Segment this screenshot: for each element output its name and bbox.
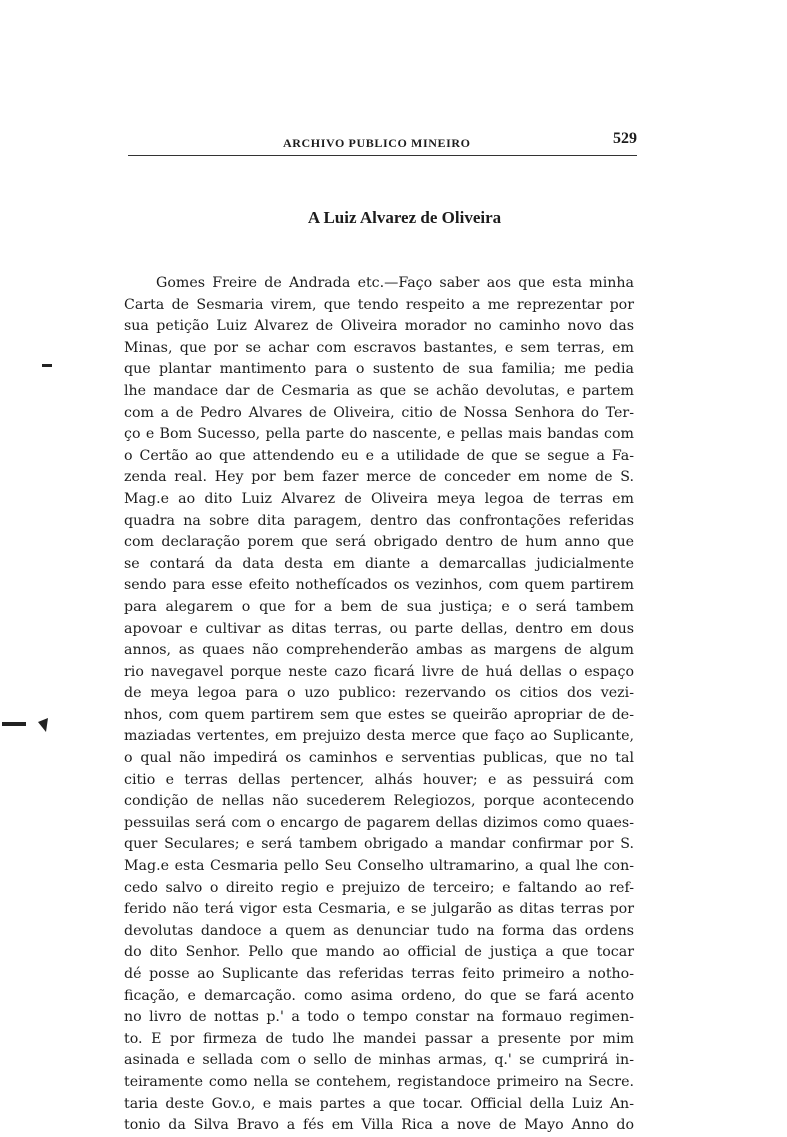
text-line: nhos, com quem partirem sem que estes se queirão apropriar de de- — [124, 706, 634, 723]
text-line: dé posse ao Suplicante das referidas terras feito primeiro a notho- — [124, 966, 634, 982]
text-line: de meya legoa para o uzo publico: rezervando os citios dos vezi- — [124, 685, 634, 702]
header-rule — [128, 155, 637, 156]
text-line: no livro de nottas p.' a todo o tempo constar na formauo regimen- — [124, 1009, 634, 1026]
text-line: maziadas vertentes, em prejuizo desta merce que faço ao Suplicante, — [124, 728, 634, 745]
text-line: devolutas dandoce a quem as denunciar tudo na forma das ordens — [124, 922, 634, 939]
text-line: to. E por firmeza de tudo lhe mandei passar a presente por mim — [124, 1030, 634, 1047]
text-line: lhe mandace dar de Cesmaria as que se achão devolutas, e partem — [124, 382, 634, 399]
text-line: cedo salvo o direito regio e prejuizo de terceiro; e faltando ao ref- — [124, 879, 634, 896]
margin-mark — [38, 718, 48, 732]
margin-mark — [42, 364, 52, 367]
margin-mark — [2, 722, 26, 726]
text-line: condição de nellas não sucederem Relegiozos, porque acontecendo — [124, 793, 634, 810]
text-line: com a de Pedro Alvares de Oliveira, citio de Nossa Senhora do Ter- — [124, 404, 634, 421]
text-line: ferido não terá vigor esta Cesmaria, e se julgarão as ditas terras por — [124, 901, 634, 918]
text-line: do dito Senhor. Pello que mando ao official de justiça a que tocar — [124, 944, 634, 961]
text-line: Gomes Freire de Andrada etc.—Faço saber aos que esta minha — [156, 275, 634, 291]
text-line: taria deste Gov.o, e mais partes a que tocar. Official della Luiz An- — [124, 1095, 634, 1112]
text-line: asinada e sellada com o sello de minhas armas, q.' se cumprirá in- — [124, 1052, 634, 1069]
section-title: A Luiz Alvarez de Oliveira — [307, 208, 502, 227]
text-line: pessuilas será com o encargo de pagarem dellas dizimos como quaes- — [124, 814, 634, 831]
text-line: Mag.e esta Cesmaria pello Seu Conselho ultramarino, a qual lhe con- — [124, 858, 634, 875]
text-line: para alegarem o que for a bem de sua justiça; e o será tambem — [124, 598, 634, 615]
running-title: ARCHIVO PUBLICO MINEIRO — [283, 136, 471, 150]
text-line: Mag.e ao dito Luiz Alvarez de Oliveira meya legoa de terras em — [124, 490, 634, 507]
text-line: quer Seculares; e será tambem obrigado a mandar confirmar por S. — [124, 836, 634, 853]
text-line: citio e terras dellas pertencer, alhás houver; e as pessuirá com — [124, 771, 634, 788]
text-line: o qual não impedirá os caminhos e serventias publicas, que no tal — [124, 750, 634, 767]
text-line: rio navegavel porque neste cazo ficará livre de huá dellas o espaço — [124, 663, 634, 680]
text-line: o Certão ao que attendendo eu e a utilidade de que se segue a Fa- — [124, 447, 634, 464]
body-text — [124, 273, 634, 1137]
page-header — [128, 128, 637, 154]
text-line: sua petição Luiz Alvarez de Oliveira morador no caminho novo das — [124, 318, 634, 335]
text-line: teiramente como nella se contehem, registandoce primeiro na Secre. — [124, 1073, 634, 1090]
text-line: Carta de Sesmaria virem, que tendo respeito a me reprezentar por — [124, 296, 634, 313]
text-line: ço e Bom Sucesso, pella parte do nascente, e pellas mais bandas com — [124, 426, 634, 443]
text-line: com declaração porem que será obrigado dentro de hum anno que — [124, 534, 634, 551]
text-line: annos, as quaes não comprehenderão ambas as margens de algum — [124, 642, 634, 659]
text-line: ficação, e demarcação. como asima ordeno, do que se fará acento — [124, 987, 634, 1004]
text-line: que plantar mantimento para o sustento de sua familia; me pedia — [124, 361, 634, 378]
text-line: quadra na sobre dita paragem, dentro das confrontações referidas — [124, 512, 634, 529]
text-line: se contará da data desta em diante a demarcallas judicialmente — [124, 555, 634, 572]
text-line: Minas, que por se achar com escravos bastantes, e sem terras, em — [124, 339, 634, 356]
page-number: 529 — [613, 130, 637, 147]
text-line: tonio da Silva Bravo a fés em Villa Rica a nove de Mayo Anno do — [124, 1117, 634, 1134]
text-line: zenda real. Hey por bem fazer merce de conceder em nome de S. — [124, 469, 634, 486]
text-line: apovoar e cultivar as ditas terras, ou parte dellas, dentro em dous — [124, 620, 634, 637]
text-line: sendo para esse efeito nothefícados os vezinhos, com quem partirem — [124, 577, 634, 594]
